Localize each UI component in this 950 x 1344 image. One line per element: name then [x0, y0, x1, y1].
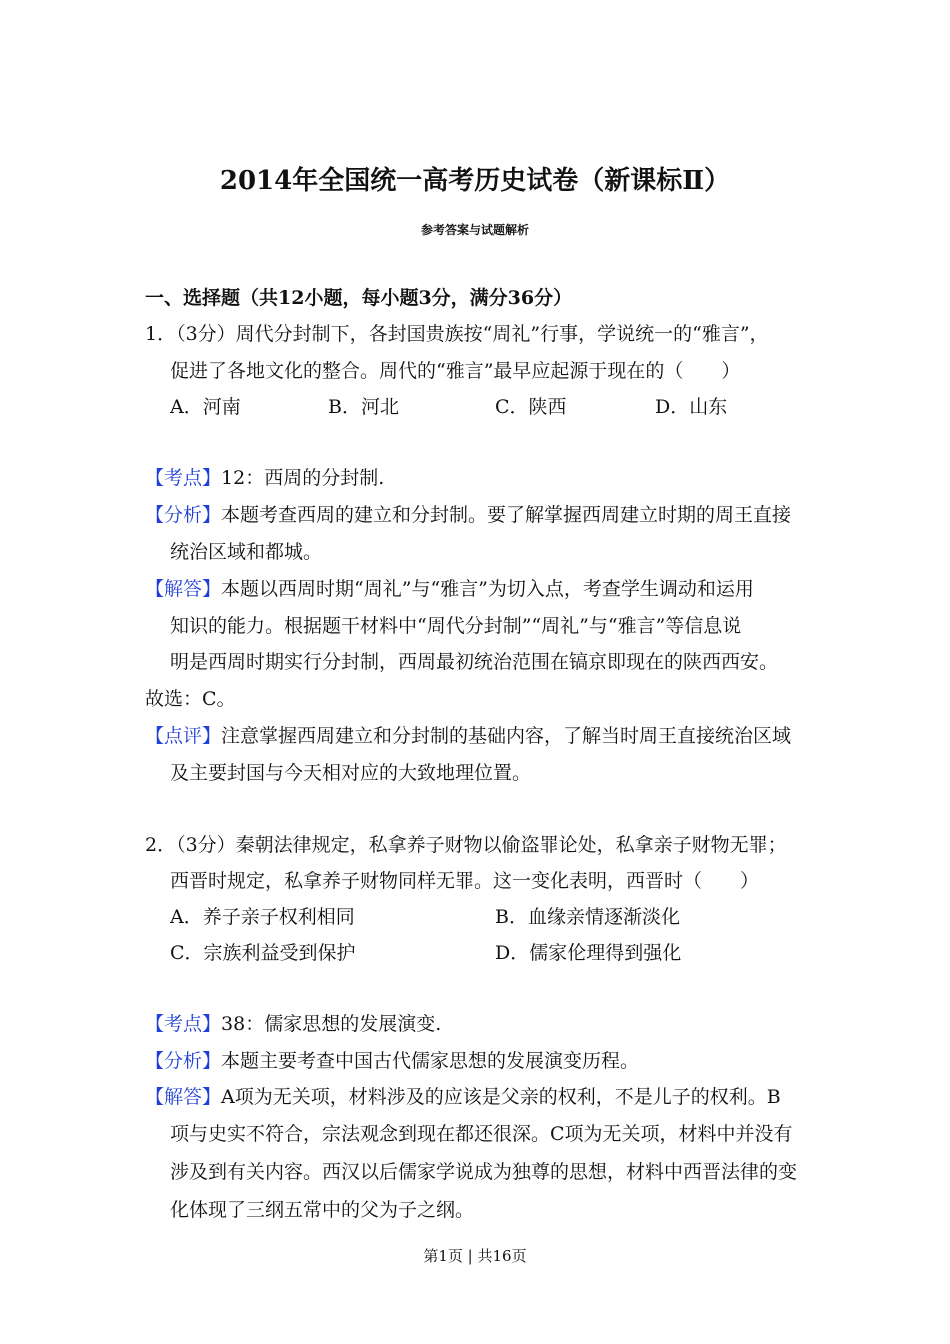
q2-fenxi	[145, 1049, 639, 1073]
q2-jieda-line3: 涉及到有关内容。西汉以后儒家学说成为独尊的思想，材料中西晋法律的变	[170, 1161, 798, 1183]
jieda-tag: 【解答】	[145, 578, 222, 600]
q1-answer: 故选：C。	[145, 688, 236, 710]
q2-option-d: D．儒家伦理得到强化	[495, 942, 682, 964]
q2-jieda-line4: 化体现了三纲五常中的父为子之纲。	[170, 1199, 475, 1221]
q1-stem-line1: 1．（3分）周代分封制下，各封国贵族按“周礼”行事，学说统一的“雅言”，	[145, 323, 769, 345]
q1-fenxi	[145, 503, 791, 527]
q1-dianping-line2: 及主要封国与今天相对应的大致地理位置。	[170, 762, 532, 784]
document-subtitle: 参考答案与试题解析	[420, 223, 529, 237]
section-title: 一、选择题（共12小题，每小题3分，满分36分）	[145, 287, 573, 309]
page-footer: 第1页 | 共16页	[423, 1247, 527, 1265]
q1-jieda-line2: 知识的能力。根据题干材料中“周代分封制”“周礼”与“雅言”等信息说	[170, 615, 742, 637]
q1-stem-line2: 促进了各地文化的整合。周代的“雅言”最早应起源于现在的（ ）	[170, 360, 741, 382]
q1-jieda	[145, 577, 754, 601]
jieda-tag: 【解答】	[145, 1086, 222, 1108]
q1-kaodian	[145, 466, 384, 490]
q1-dianping	[145, 724, 791, 748]
q2-option-c: C．宗族利益受到保护	[170, 942, 356, 964]
fenxi-tag: 【分析】	[145, 1050, 222, 1072]
q2-jieda	[145, 1085, 781, 1109]
q2-stem-line2: 西晋时规定，私拿养子财物同样无罪。这一变化表明，西晋时（ ）	[170, 870, 760, 892]
q2-kaodian	[145, 1012, 441, 1036]
dianping-text: 注意掌握西周建立和分封制的基础内容，了解当时周王直接统治区域	[221, 725, 792, 747]
jieda-text: 本题以西周时期“周礼”与“雅言”为切入点，考查学生调动和运用	[221, 578, 754, 600]
kaodian-text: 38：儒家思想的发展演变.	[221, 1013, 442, 1035]
q1-option-d: D．山东	[655, 396, 728, 418]
kaodian-tag: 【考点】	[145, 1013, 222, 1035]
q2-option-a: A．养子亲子权利相同	[170, 906, 355, 928]
q1-jieda-line3: 明是西周时期实行分封制，西周最初统治范围在镐京即现在的陕西西安。	[170, 651, 779, 673]
q2-stem-line1: 2．（3分）秦朝法律规定，私拿养子财物以偷盗罪论处，私拿亲子财物无罪；	[145, 834, 787, 856]
q1-option-a: A．河南	[170, 396, 241, 418]
fenxi-tag: 【分析】	[145, 504, 222, 526]
q2-option-b: B．血缘亲情逐渐淡化	[495, 906, 680, 928]
fenxi-text: 本题考查西周的建立和分封制。要了解掌握西周建立时期的周王直接	[221, 504, 792, 526]
jieda-text: A项为无关项，材料涉及的应该是父亲的权利，不是儿子的权利。B	[221, 1086, 781, 1108]
q2-jieda-line2: 项与史实不符合，宗法观念到现在都还很深。C项为无关项，材料中并没有	[170, 1123, 793, 1145]
q1-option-c: C．陕西	[495, 396, 567, 418]
dianping-tag: 【点评】	[145, 725, 222, 747]
kaodian-text: 12：西周的分封制.	[221, 467, 385, 489]
document-title: 2014年全国统一高考历史试卷（新课标Ⅱ）	[219, 166, 731, 196]
q1-option-b: B．河北	[328, 396, 399, 418]
fenxi-text: 本题主要考查中国古代儒家思想的发展演变历程。	[221, 1050, 640, 1072]
q1-fenxi-line2: 统治区域和都城。	[170, 541, 323, 563]
kaodian-tag: 【考点】	[145, 467, 222, 489]
